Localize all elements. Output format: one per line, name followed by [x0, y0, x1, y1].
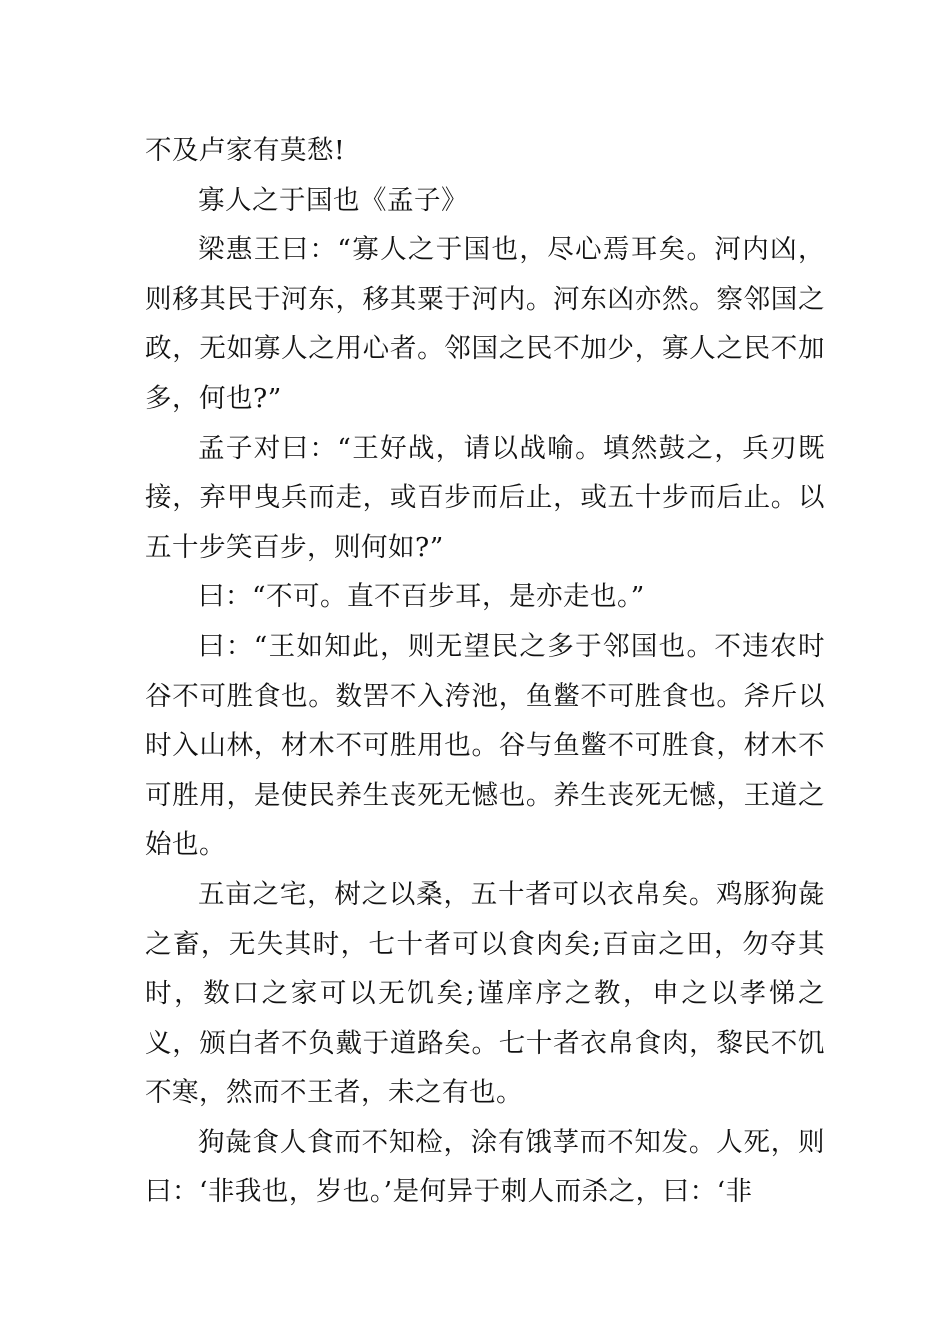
body-text [145, 126, 825, 1217]
paragraph: 孟子对曰：“王好战，请以战喻。填然鼓之，兵刃既接，弃甲曳兵而走，或百步而后止，或五十步而后止。以五十步笑百步，则何如?” [145, 432, 825, 563]
paragraph: 曰：“不可。直不百步耳，是亦走也。” [198, 581, 645, 613]
section-title: 寡人之于国也《孟子》 [198, 184, 468, 216]
paragraph: 狗彘食人食而不知检，涂有饿莩而不知发。人死，则曰：‘非我也，岁也。’是何异于刺人而杀之，曰：‘非 [145, 1126, 825, 1208]
paragraph: 梁惠王曰：“寡人之于国也，尽心焉耳矣。河内凶，则移其民于河东，移其粟于河内。河东凶亦然。察邻国之政，无如寡人之用心者。邻国之民不加少，寡人之民不加多，何也?” [145, 234, 825, 414]
paragraph-continuation: 不及卢家有莫愁! [145, 135, 346, 166]
paragraph: 五亩之宅，树之以桑，五十者可以衣帛矣。鸡豚狗彘之畜，无失其时，七十者可以食肉矣;百亩之田，勿夺其时，数口之家可以无饥矣;谨庠序之教，申之以孝悌之义，颁白者不负戴于道路矣。七十者衣帛食肉，黎民不饥不寒，然而不王者，未之有也。 [145, 878, 825, 1109]
paragraph: 曰：“王如知此，则无望民之多于邻国也。不违农时谷不可胜食也。数罟不入洿池，鱼鳖不可胜食也。斧斤以时入山林，材木不可胜用也。谷与鱼鳖不可胜食，材木不可胜用，是使民养生丧死无憾也。养生丧死无憾，王道之始也。 [145, 630, 825, 861]
